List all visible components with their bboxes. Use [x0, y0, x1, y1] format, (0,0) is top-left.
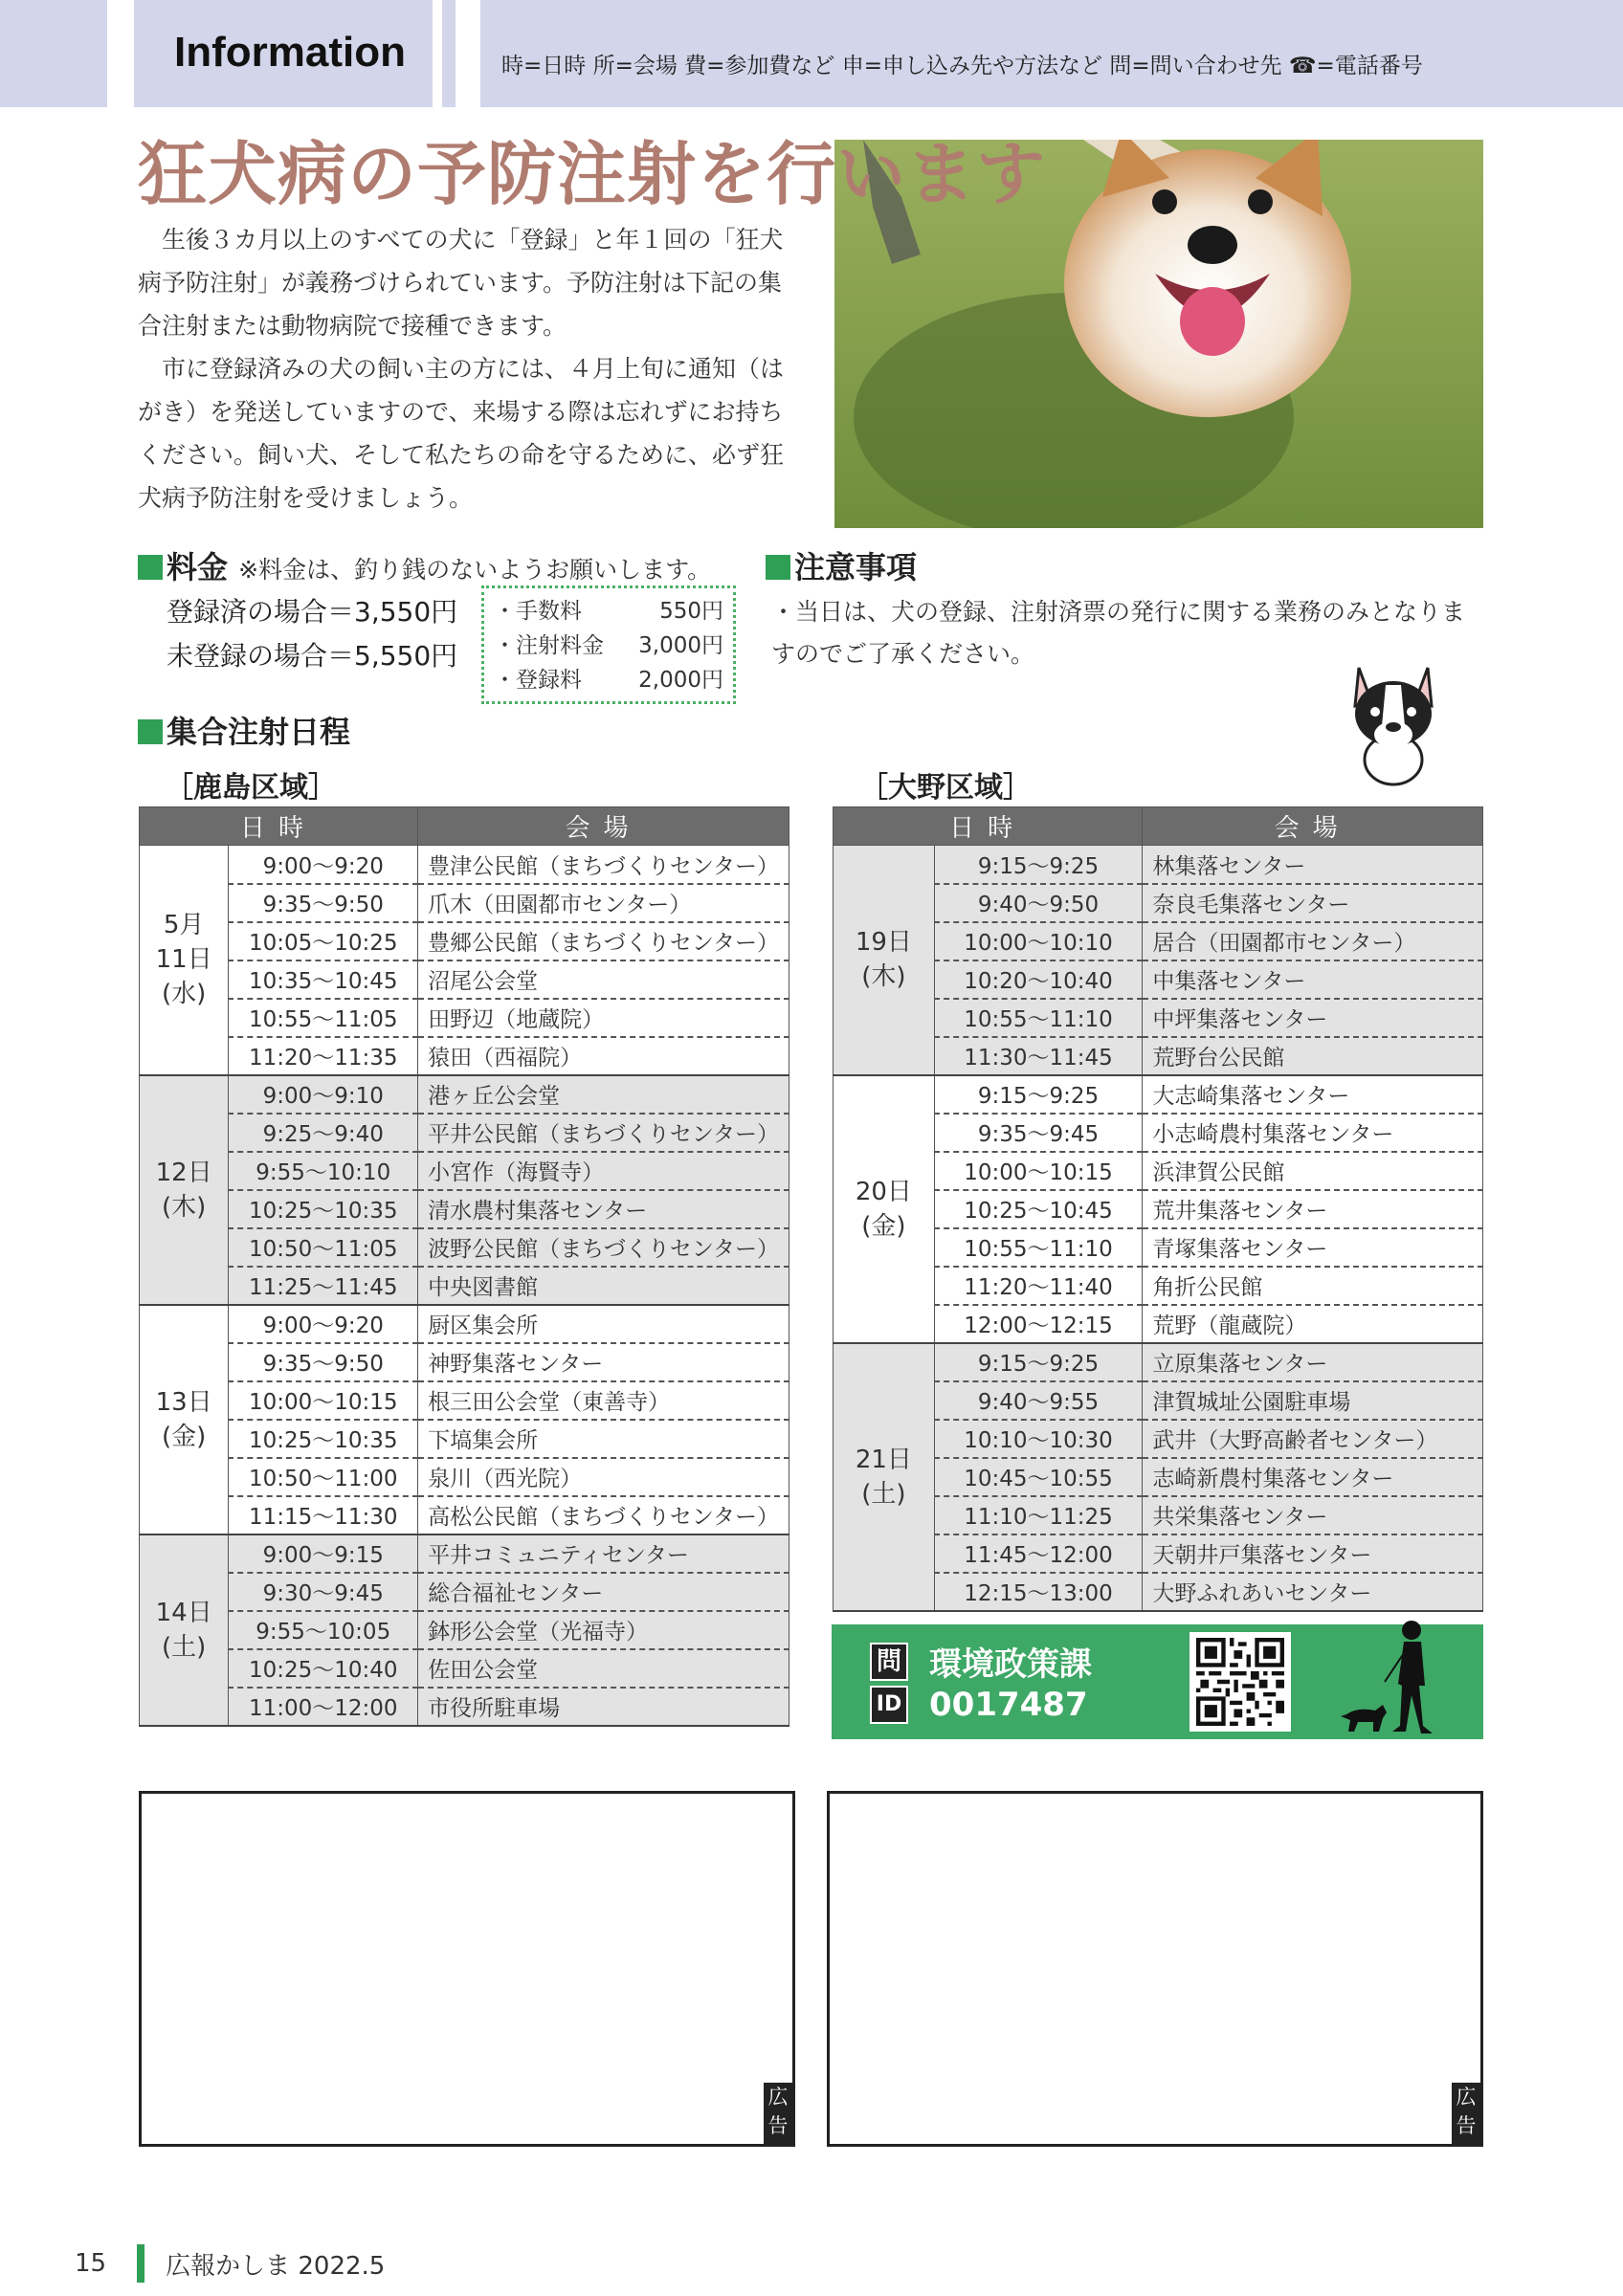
time-cell: 10:55～11:10 — [934, 999, 1143, 1037]
venue-cell: 豊津公民館（まちづくりセンター） — [418, 846, 789, 884]
venue-cell: 下塙集会所 — [418, 1420, 789, 1458]
time-cell: 9:55～10:05 — [229, 1611, 418, 1649]
table-row — [140, 999, 789, 1037]
time-cell: 11:00～12:00 — [229, 1688, 418, 1726]
venue-cell: 居合（田園都市センター） — [1143, 922, 1483, 960]
date-cell — [834, 1343, 935, 1611]
time-cell: 10:00～10:10 — [934, 922, 1143, 960]
ad-label: 広告 — [1452, 2083, 1480, 2144]
table-row — [140, 1152, 789, 1190]
inquiry-department: 環境政策課 — [929, 1645, 1092, 1684]
time-cell: 10:00～10:15 — [229, 1381, 418, 1420]
venue-cell: 津賀城址公園駐車場 — [1143, 1381, 1483, 1420]
fee-item-value: 550円 — [659, 599, 723, 624]
venue-cell: 市役所駐車場 — [418, 1688, 789, 1726]
date-cell — [140, 1534, 229, 1726]
venue-cell: 高松公民館（まちづくりセンター） — [418, 1496, 789, 1534]
time-cell: 9:35～9:50 — [229, 884, 418, 922]
venue-column-header: 会場 — [1143, 807, 1483, 846]
time-cell: 10:00～10:15 — [934, 1152, 1143, 1190]
table-header-row — [140, 807, 789, 846]
page-footer — [75, 2244, 385, 2283]
venue-cell: 中坪集落センター — [1143, 999, 1483, 1037]
time-column-header: 日時 — [140, 807, 418, 846]
time-cell: 10:35～10:45 — [229, 960, 418, 999]
table-row — [834, 1075, 1483, 1114]
page-number: 15 — [75, 2249, 107, 2278]
time-cell: 12:15～13:00 — [934, 1573, 1143, 1611]
venue-cell: 泉川（西光院） — [418, 1458, 789, 1496]
time-cell: 10:25～10:35 — [229, 1190, 418, 1228]
qr-code-icon[interactable] — [1189, 1632, 1291, 1732]
date-dow: (金) — [162, 1422, 207, 1451]
time-cell: 11:30～11:45 — [934, 1037, 1143, 1075]
table-row — [140, 1037, 789, 1075]
time-cell: 9:40～9:50 — [934, 884, 1143, 922]
time-cell: 10:25～10:35 — [229, 1420, 418, 1458]
venue-cell: 沼尾公会堂 — [418, 960, 789, 999]
fees-heading-label: 料金 — [167, 549, 229, 585]
table-row — [140, 1190, 789, 1228]
time-cell: 10:50～11:05 — [229, 1228, 418, 1267]
time-cell: 10:25～10:45 — [934, 1190, 1143, 1228]
ono-schedule-table — [833, 806, 1483, 1612]
intro-paragraph: 生後３カ月以上のすべての犬に「登録」と年１回の「狂犬病予防注射」が義務づけられています。予防注射は下記の集合注射または動物病院で接種できます。 — [138, 226, 784, 340]
fee-registered: 登録済の場合＝3,550円 — [167, 596, 458, 628]
table-row — [140, 960, 789, 999]
venue-cell: 波野公民館（まちづくりセンター） — [418, 1228, 789, 1267]
venue-cell: 天朝井戸集落センター — [1143, 1534, 1483, 1573]
information-label: Information — [174, 29, 406, 76]
day-group — [140, 1075, 789, 1305]
time-cell: 11:15～11:30 — [229, 1496, 418, 1534]
fee-breakdown-row — [494, 663, 723, 697]
date-cell — [140, 846, 229, 1075]
time-cell: 9:00～9:15 — [229, 1534, 418, 1573]
dog-walker-silhouette-icon — [1329, 1619, 1444, 1739]
caution-heading-label: 注意事項 — [794, 549, 918, 585]
intro-paragraph: 市に登録済みの犬の飼い主の方には、４月上旬に通知（はがき）を発送していますので、来場する際は忘れずにお持ちください。飼い犬、そして私たちの命を守るために、必ず狂犬病予防注射を受けましょう。 — [138, 355, 785, 512]
bulldog-illustration — [1344, 656, 1443, 786]
fee-unregistered: 未登録の場合＝5,550円 — [167, 640, 458, 672]
date-day: 14日 — [155, 1598, 212, 1627]
date-cell — [834, 1075, 935, 1343]
table-row — [834, 1343, 1483, 1381]
fee-breakdown-row — [494, 594, 723, 629]
time-cell: 9:35～9:45 — [934, 1114, 1143, 1152]
inquiry-row — [870, 1638, 1092, 1685]
venue-cell: 鉢形公会堂（光福寺） — [418, 1611, 789, 1649]
venue-cell: 浜津賀公民館 — [1143, 1152, 1483, 1190]
date-dow: (金) — [861, 1211, 906, 1241]
header-block — [442, 0, 456, 107]
venue-cell: 荒野台公民館 — [1143, 1037, 1483, 1075]
footer-green-bar — [137, 2244, 145, 2283]
time-cell: 10:45～10:55 — [934, 1458, 1143, 1496]
advertisement-box[interactable] — [139, 1791, 795, 2147]
caution-text: ・当日は、犬の登録、注射済票の発行に関する業務のみとなりますのでご了承ください。 — [771, 598, 1466, 668]
fee-breakdown-row — [494, 629, 723, 663]
fee-item-value: 2,000円 — [638, 668, 723, 693]
time-cell: 9:55～10:10 — [229, 1152, 418, 1190]
intro-text — [138, 218, 796, 519]
contact-box — [832, 1624, 1483, 1739]
time-cell: 9:15～9:25 — [934, 846, 1143, 884]
table-row — [140, 1573, 789, 1611]
venue-cell: 立原集落センター — [1143, 1343, 1483, 1381]
id-row — [870, 1686, 1088, 1724]
venue-cell: 小宮作（海賢寺） — [418, 1152, 789, 1190]
inquiry-mark: 問 — [870, 1643, 908, 1681]
venue-cell: 大志崎集落センター — [1143, 1075, 1483, 1114]
table-row — [140, 1267, 789, 1305]
time-cell: 9:00～9:10 — [229, 1075, 418, 1114]
green-square-icon — [138, 719, 163, 744]
ad-label: 広告 — [764, 2083, 792, 2144]
table-row — [140, 1458, 789, 1496]
kashima-schedule-table — [139, 806, 789, 1727]
venue-cell: 爪木（田園都市センター） — [418, 884, 789, 922]
date-cell — [140, 1075, 229, 1305]
article-title: 狂犬病の予防注射を行います — [138, 134, 1047, 214]
table-header-row — [834, 807, 1483, 846]
table-row — [140, 1114, 789, 1152]
venue-cell: 神野集落センター — [418, 1343, 789, 1381]
time-cell: 9:00～9:20 — [229, 1305, 418, 1343]
day-group — [834, 1075, 1483, 1343]
ono-area-title: ［大野区域］ — [859, 771, 1032, 805]
date-day: 13日 — [155, 1387, 212, 1417]
fee-item-label: ・登録料 — [494, 668, 582, 693]
venue-cell: 佐田公会堂 — [418, 1649, 789, 1688]
table-row — [140, 1534, 789, 1573]
day-group — [834, 846, 1483, 1075]
venue-cell: 中央図書館 — [418, 1267, 789, 1305]
date-cell — [140, 1305, 229, 1534]
table-row — [834, 846, 1483, 884]
advertisement-box[interactable] — [827, 1791, 1483, 2147]
venue-cell: 猿田（西福院） — [418, 1037, 789, 1075]
time-cell: 10:05～10:25 — [229, 922, 418, 960]
time-cell: 11:20～11:35 — [229, 1037, 418, 1075]
date-day: 19日 — [855, 928, 912, 958]
time-cell: 10:25～10:40 — [229, 1649, 418, 1688]
table-row — [140, 1075, 789, 1114]
date-day: 11日 — [155, 945, 212, 975]
venue-cell: 林集落センター — [1143, 846, 1483, 884]
date-dow: (土) — [162, 1632, 207, 1662]
id-mark: ID — [870, 1686, 908, 1724]
table-row — [140, 846, 789, 884]
table-row — [140, 1381, 789, 1420]
venue-cell: 小志崎農村集落センター — [1143, 1114, 1483, 1152]
venue-cell: 武井（大野高齢者センター） — [1143, 1420, 1483, 1458]
schedule-heading — [138, 708, 350, 752]
time-cell: 9:25～9:40 — [229, 1114, 418, 1152]
time-cell: 9:40～9:55 — [934, 1381, 1143, 1420]
table-row — [140, 1228, 789, 1267]
venue-cell: 総合福祉センター — [418, 1573, 789, 1611]
green-square-icon — [766, 555, 790, 580]
time-cell: 11:25～11:45 — [229, 1267, 418, 1305]
fee-breakdown-box — [481, 585, 736, 704]
venue-cell: 荒野（龍蔵院） — [1143, 1305, 1483, 1343]
header-block — [0, 0, 107, 107]
time-column-header: 日時 — [834, 807, 1143, 846]
fee-item-label: ・注射料金 — [494, 633, 604, 658]
kashima-area-title: ［鹿島区域］ — [165, 771, 337, 805]
venue-column-header: 会場 — [418, 807, 789, 846]
time-cell: 10:10～10:30 — [934, 1420, 1143, 1458]
time-cell: 10:20～10:40 — [934, 960, 1143, 999]
day-group — [140, 1305, 789, 1534]
fees-heading — [138, 543, 711, 587]
table-row — [140, 1305, 789, 1343]
venue-cell: 根三田公会堂（東善寺） — [418, 1381, 789, 1420]
venue-cell: 荒井集落センター — [1143, 1190, 1483, 1228]
venue-cell: 共栄集落センター — [1143, 1496, 1483, 1534]
time-cell: 10:55～11:05 — [229, 999, 418, 1037]
table-row — [140, 884, 789, 922]
date-dow: (水) — [162, 980, 207, 1009]
venue-cell: 清水農村集落センター — [418, 1190, 789, 1228]
page-id: 0017487 — [929, 1686, 1088, 1724]
venue-cell: 豊郷公民館（まちづくりセンター） — [418, 922, 789, 960]
date-day: 21日 — [855, 1445, 912, 1474]
time-cell: 9:30～9:45 — [229, 1573, 418, 1611]
table-row — [140, 1343, 789, 1381]
caution-heading — [766, 543, 917, 587]
venue-cell: 田野辺（地蔵院） — [418, 999, 789, 1037]
venue-cell: 厨区集会所 — [418, 1305, 789, 1343]
venue-cell: 平井コミュニティセンター — [418, 1534, 789, 1573]
page-header — [0, 0, 1623, 107]
venue-cell: 青塚集落センター — [1143, 1228, 1483, 1267]
table-row — [140, 1420, 789, 1458]
venue-cell: 大野ふれあいセンター — [1143, 1573, 1483, 1611]
date-day: 20日 — [855, 1177, 912, 1206]
time-cell: 11:10～11:25 — [934, 1496, 1143, 1534]
venue-cell: 中集落センター — [1143, 960, 1483, 999]
time-cell: 10:50～11:00 — [229, 1458, 418, 1496]
table-row — [140, 922, 789, 960]
time-cell: 11:45～12:00 — [934, 1534, 1143, 1573]
publication-name: 広報かしま 2022.5 — [166, 2251, 386, 2281]
date-day: 12日 — [155, 1158, 212, 1187]
table-row — [140, 1496, 789, 1534]
time-cell: 9:15～9:25 — [934, 1075, 1143, 1114]
venue-cell: 港ヶ丘公会堂 — [418, 1075, 789, 1114]
fees-note: ※料金は、釣り銭のないようお願いします。 — [238, 556, 712, 584]
time-cell: 12:00～12:15 — [934, 1305, 1143, 1343]
legend-text: 時=日時 所=会場 費=参加費など 申=申し込み先や方法など 問=問い合わせ先 ☎=電話番号 — [501, 54, 1423, 78]
date-dow: (土) — [861, 1479, 906, 1509]
table-row — [140, 1611, 789, 1649]
schedule-heading-label: 集合注射日程 — [167, 714, 351, 750]
time-cell: 11:20～11:40 — [934, 1267, 1143, 1305]
time-cell: 9:00～9:20 — [229, 846, 418, 884]
date-date: 5月 — [163, 911, 205, 940]
green-square-icon — [138, 555, 163, 580]
day-group — [140, 846, 789, 1075]
venue-cell: 角折公民館 — [1143, 1267, 1483, 1305]
fee-item-value: 3,000円 — [638, 633, 723, 658]
venue-cell: 平井公民館（まちづくりセンター） — [418, 1114, 789, 1152]
time-cell: 10:55～11:10 — [934, 1228, 1143, 1267]
table-row — [140, 1649, 789, 1688]
fee-item-label: ・手数料 — [494, 599, 582, 624]
day-group — [834, 1343, 1483, 1611]
venue-cell: 志崎新農村集落センター — [1143, 1458, 1483, 1496]
date-cell — [834, 846, 935, 1075]
table-row — [140, 1688, 789, 1726]
date-dow: (木) — [162, 1192, 207, 1222]
time-cell: 9:35～9:50 — [229, 1343, 418, 1381]
venue-cell: 奈良毛集落センター — [1143, 884, 1483, 922]
date-dow: (木) — [861, 962, 906, 992]
day-group — [140, 1534, 789, 1726]
time-cell: 9:15～9:25 — [934, 1343, 1143, 1381]
